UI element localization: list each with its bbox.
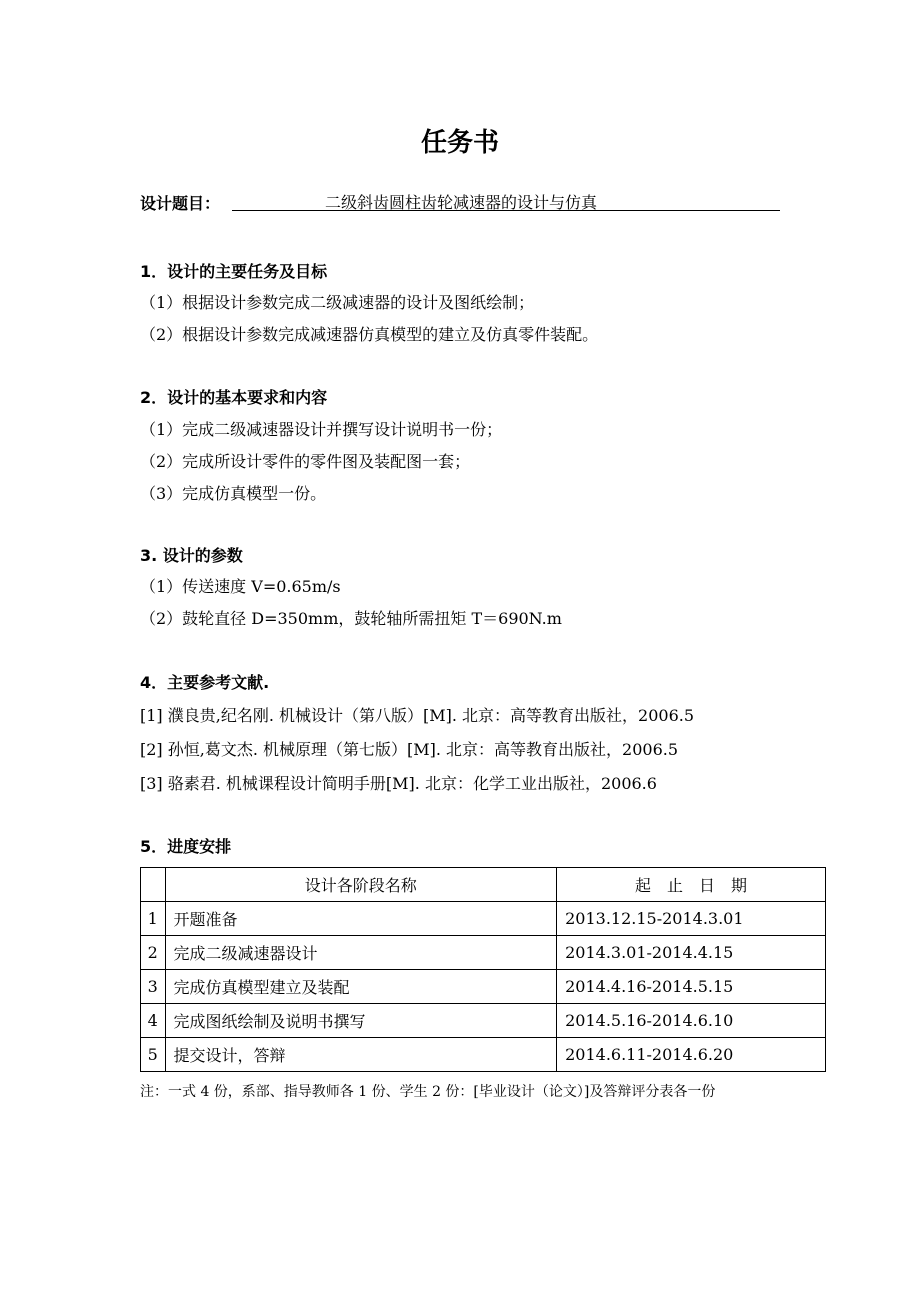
row-dates: 2014.3.01-2014.4.15 [557, 936, 826, 970]
section-3-line-1: （1）传送速度 V=0.65m/s [140, 577, 341, 596]
row-num: 5 [141, 1038, 166, 1072]
topic-label: 设计题目： [140, 194, 221, 213]
table-row [141, 970, 826, 1004]
row-num: 3 [141, 970, 166, 1004]
section-3-line-2: （2）鼓轮直径 D=350mm，鼓轮轴所需扭矩 T＝690N.m [140, 609, 562, 628]
row-num: 2 [141, 936, 166, 970]
section-heading-4: 4．主要参考文献. [140, 673, 270, 692]
footnote: 注：一式 4 份，系部、指导教师各 1 份、学生 2 份：[毕业设计（论文）]及答辩评分表各一份 [140, 1084, 716, 1100]
table-row [141, 1038, 826, 1072]
header-num [141, 868, 166, 902]
table-row [141, 1004, 826, 1038]
row-stage-name: 完成仿真模型建立及装配 [165, 970, 557, 1004]
section-heading-1: 1．设计的主要任务及目标 [140, 262, 328, 281]
schedule-header-row [141, 868, 826, 902]
row-stage-name: 开题准备 [165, 902, 557, 936]
schedule-table [140, 867, 826, 1072]
section-2-line-1: （1）完成二级减速器设计并撰写设计说明书一份； [140, 420, 503, 439]
row-num: 4 [141, 1004, 166, 1038]
section-heading-5: 5．进度安排 [140, 837, 232, 856]
header-stage-name: 设计各阶段名称 [165, 868, 557, 902]
section-2-line-2: （2）完成所设计零件的零件图及装配图一套； [140, 452, 471, 471]
row-stage-name: 完成图纸绘制及说明书撰写 [165, 1004, 557, 1038]
section-2-line-3: （3）完成仿真模型一份。 [140, 484, 327, 503]
topic-field [232, 190, 780, 211]
header-dates: 起 止 日 期 [557, 868, 826, 902]
reference-2: [2] 孙恒,葛文杰. 机械原理（第七版）[M]. 北京：高等教育出版社，2006.5 [140, 740, 679, 759]
row-dates: 2014.5.16-2014.6.10 [557, 1004, 826, 1038]
table-row [141, 936, 826, 970]
reference-1: [1] 濮良贵,纪名刚. 机械设计（第八版）[M]. 北京：高等教育出版社，2006.5 [140, 706, 695, 725]
topic-value: 二级斜齿圆柱齿轮减速器的设计与仿真 [325, 193, 598, 212]
row-stage-name: 提交设计，答辩 [165, 1038, 557, 1072]
row-stage-name: 完成二级减速器设计 [165, 936, 557, 970]
section-heading-3: 3. 设计的参数 [140, 546, 243, 565]
reference-3: [3] 骆素君. 机械课程设计简明手册[M]. 北京：化学工业出版社，2006.6 [140, 774, 657, 793]
section-1-line-1: （1）根据设计参数完成二级减速器的设计及图纸绘制； [140, 293, 535, 312]
section-1-line-2: （2）根据设计参数完成减速器仿真模型的建立及仿真零件装配。 [140, 325, 599, 344]
row-dates: 2013.12.15-2014.3.01 [557, 902, 826, 936]
document-title: 任务书 [420, 128, 499, 158]
row-num: 1 [141, 902, 166, 936]
table-row [141, 902, 826, 936]
row-dates: 2014.4.16-2014.5.15 [557, 970, 826, 1004]
row-dates: 2014.6.11-2014.6.20 [557, 1038, 826, 1072]
section-heading-2: 2．设计的基本要求和内容 [140, 388, 328, 407]
